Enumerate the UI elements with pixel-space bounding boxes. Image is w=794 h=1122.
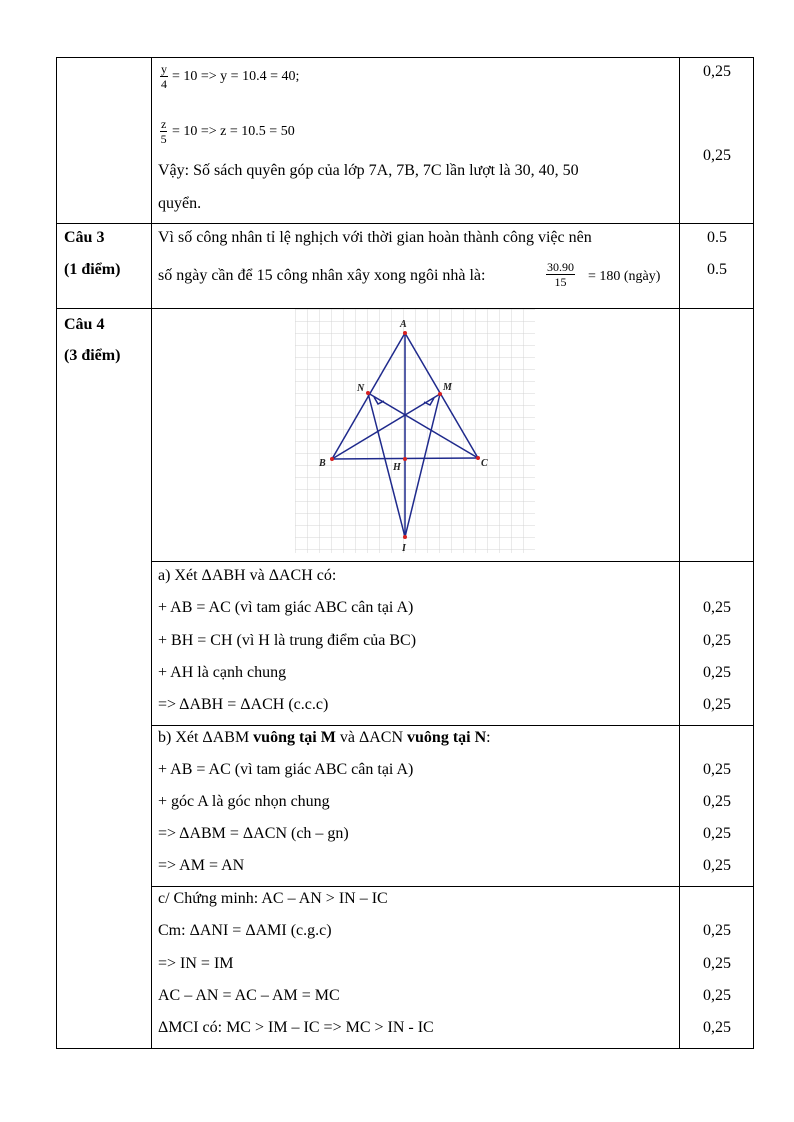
score: 0,25 (703, 632, 731, 649)
question-points: (1 điểm) (64, 261, 121, 278)
geometry-figure (295, 309, 535, 553)
score: 0,25 (703, 857, 731, 874)
column-divider (151, 58, 152, 1048)
score: 0,25 (703, 147, 731, 164)
label-a: A (400, 319, 407, 330)
fraction-days: $\frac{30.90}{15}$ (547, 260, 574, 289)
score: 0,25 (703, 1019, 731, 1036)
question-label: Câu 3 (64, 229, 105, 246)
score: 0,25 (703, 922, 731, 939)
point-c (476, 456, 480, 460)
part-c-line: c/ Chứng minh: AC – AN > IN – IC (158, 890, 388, 907)
score: 0,25 (703, 664, 731, 681)
conclusion-line: Vậy: Số sách quyên góp của lớp 7A, 7B, 7C lần lượt là 30, 40, 50 (158, 162, 579, 179)
point-n (366, 391, 370, 395)
answer-line: Vì số công nhân tỉ lệ nghịch với thời gian hoàn thành công việc nên (158, 229, 592, 246)
part-c-line: Cm: ΔANI = ΔAMI (c.g.c) (158, 922, 332, 939)
part-a-line: + AB = AC (vì tam giác ABC cân tại A) (158, 599, 414, 616)
point-i (403, 535, 407, 539)
score: 0,25 (703, 63, 731, 80)
part-a-line: => ΔABH = ΔACH (c.c.c) (158, 696, 329, 713)
conclusion-line: quyển. (158, 195, 202, 212)
column-divider (679, 58, 680, 1048)
label-m: M (443, 382, 452, 393)
row-divider (151, 725, 753, 726)
label-i: I (402, 543, 406, 553)
row-divider (151, 886, 753, 887)
grid-background (295, 309, 535, 553)
score: 0,25 (703, 599, 731, 616)
equation-y: = 10 => y = 10.4 = 40; (172, 69, 300, 84)
score: 0,25 (703, 761, 731, 778)
equation-z: = 10 => z = 10.5 = 50 (172, 124, 295, 139)
score: 0.5 (707, 229, 727, 246)
label-b: B (319, 458, 326, 469)
part-a-line: + BH = CH (vì H là trung điểm của BC) (158, 632, 417, 649)
point-a (403, 331, 407, 335)
part-a-line: a) Xét ΔABH và ΔACH có: (158, 567, 337, 584)
question-points: (3 điểm) (64, 347, 121, 364)
part-b-line: + góc A là góc nhọn chung (158, 793, 330, 810)
part-b-intro: b) Xét ΔABM vuông tại M và ΔACN vuông tại N: (158, 729, 491, 746)
score: 0,25 (703, 987, 731, 1004)
row-divider (57, 223, 753, 224)
days-result: = 180 (ngày) (588, 269, 661, 284)
label-n: N (357, 383, 365, 394)
fraction-y: $\frac{y}{4}$ (161, 62, 167, 91)
part-b-line: => ΔABM = ΔACN (ch – gn) (158, 825, 349, 842)
point-h (403, 457, 407, 461)
point-b (330, 457, 334, 461)
score: 0,25 (703, 955, 731, 972)
score: 0,25 (703, 696, 731, 713)
score: 0,25 (703, 825, 731, 842)
answer-line: số ngày cần để 15 công nhân xây xong ngôi nhà là: (158, 267, 486, 284)
row-divider (151, 561, 753, 562)
part-b-line: + AB = AC (vì tam giác ABC cân tại A) (158, 761, 414, 778)
score: 0.5 (707, 261, 727, 278)
question-label: Câu 4 (64, 316, 105, 333)
label-c: C (481, 458, 488, 469)
part-c-line: ΔMCI có: MC > IM – IC => MC > IN - IC (158, 1019, 434, 1036)
part-a-line: + AH là cạnh chung (158, 664, 287, 681)
score: 0,25 (703, 793, 731, 810)
part-b-line: => AM = AN (158, 857, 245, 874)
label-h: H (393, 462, 401, 473)
part-c-line: AC – AN = AC – AM = MC (158, 987, 340, 1004)
point-m (438, 392, 442, 396)
part-c-line: => IN = IM (158, 955, 234, 972)
fraction-z: $\frac{z}{5}$ (160, 117, 167, 146)
